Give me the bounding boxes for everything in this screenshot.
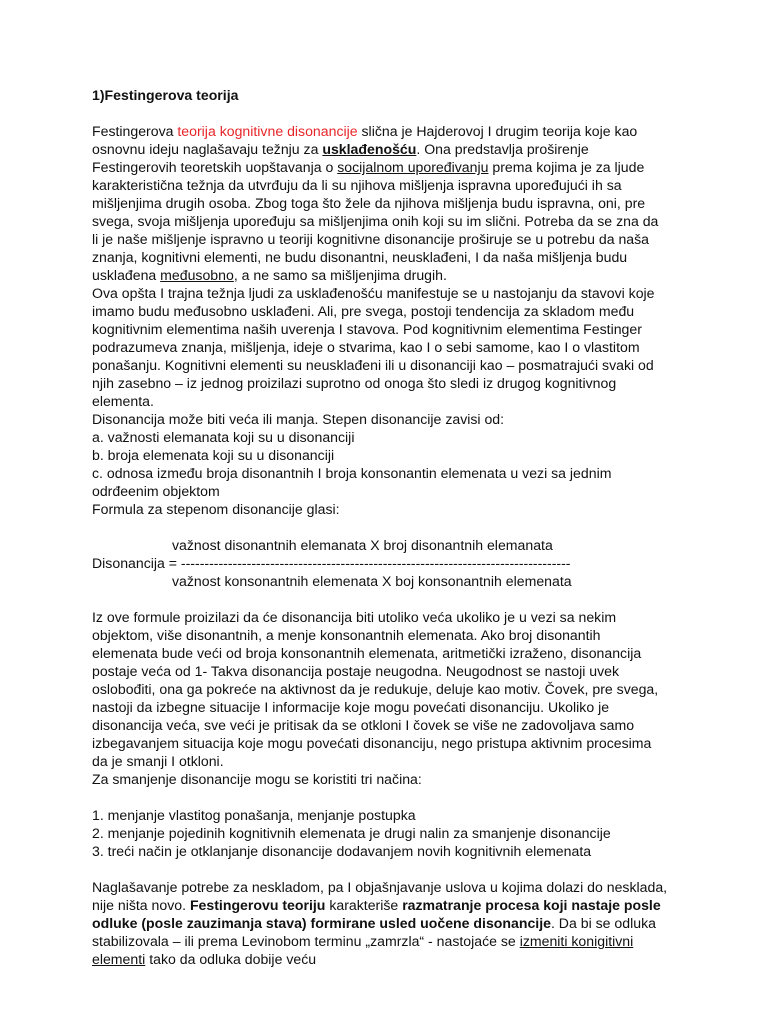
list-item: c. odnosa između broja disonantnih I broja konsonantin elemenata u vezi sa jednim odrđeenim objektom: [92, 465, 612, 499]
formula-lhs: Disonancija =: [92, 555, 181, 571]
text-span: prema kojima je za ljude karakteristična težnja da utvrđuju da li su njihova mišljenja ispravna upoređujući ih sa mišljenjima drugih osoba. Zbog toga što žele da njihova mišljenja budu ispravna, oni, pre svega, svoja mišljenja upoređuju sa mišljenjima onih koji su im slični. Potreba da se zna da li je naše mišljenje ispravno u teoriji kognitivne disonancije proširuje se u potrebu da naša znanja, kognitivni elementi, ne budu disonantni, neusklađeni, I da naša mišljenja budu usklađena: [92, 159, 659, 283]
list-item: 2. menjanje pojedinih kognitivnih elemenata je drugi nalin za smanjenje disonancije: [92, 825, 611, 841]
formula-numerator: važnost disonantnih elemanata X broj disonantnih elemanata: [172, 537, 553, 553]
text-span: karakteriše: [325, 897, 403, 913]
document-title: 1)Festingerova teorija: [92, 87, 239, 103]
list-item: 3. treći način je otklanjanje disonancije dodavanjem novih kognitivnih elemenata: [92, 843, 592, 859]
text-span: tako da odluka dobije veću: [145, 951, 317, 967]
degree-list: [92, 428, 668, 500]
list-item: b. broja elemenata koji su u disonanciji: [92, 447, 335, 463]
paragraph-intro: [92, 122, 668, 284]
paragraph-reduction-intro: Za smanjenje disonancije mogu se koristiti tri načina:: [92, 771, 422, 787]
underlined-bold-term: usklađenošću: [322, 141, 417, 157]
paragraph-formula-intro: Formula za stepenom disonancije glasi:: [92, 501, 340, 517]
text-span: . Ona predstavlja proširenje Festingerovih teoretskih uopštavanja o: [92, 141, 589, 175]
paragraph-formula-explanation: Iz ove formule proizilazi da će disonancija biti utoliko veća ukoliko je u vezi sa nekim objektom, više disonantnih, a menje konsonantnih elemenata. Ako broj disonantih elemenata bude veći od broja konsonantnih elemenata, aritmetički izraženo, disonancija postaje veća od 1- Takva disonancija postaje neugodna. Neugodnost se nastoji uvek oslobođiti, ona ga pokreće na aktivnost da je redukuje, deluje kao motiv. Čovek, pre svega, nastoji da izbegne situacije I informacije koje mogu povećati disonanciju. Ukoliko je disonancija veća, sve veći je pritisak da se otkloni I čovek se više ne zadovoljava samo izbegavanjem situacija koje mogu povećati disonanciju, nego pristupa aktivnim procesima da je smanji I otkloni.: [92, 609, 659, 769]
underlined-term: socijalnom upoređivanju: [337, 159, 489, 175]
list-item: 1. menjanje vlastitog ponašanja, menjanje postupka: [92, 807, 416, 823]
ways-list: [92, 806, 668, 860]
list-item: a. važnosti elemanata koji su u disonanciji: [92, 429, 355, 445]
formula-dashes: -----------------------------------------------------------------------------------: [180, 555, 571, 571]
paragraph-decision: [92, 878, 668, 968]
formula-fraction-line: [92, 554, 668, 572]
formula-denominator: važnost konsonantnih elemenata X boj konsonantnih elemenata: [172, 573, 572, 589]
text-span: Festingerova: [92, 123, 178, 139]
underlined-term: međusobno: [160, 267, 234, 283]
paragraph-degree: Disonancija može biti veća ili manja. Stepen disonancije zavisi od:: [92, 411, 505, 427]
text-span: slična je Hajderovoj I drugim teorija koje kao osnovnu ideju naglašavaju težnju za: [92, 123, 638, 157]
dissonance-formula: [92, 536, 668, 590]
spacer: [92, 860, 668, 878]
bold-term: razmatranje procesa koji nastaje posle odluke (posle zauzimanja stava) formirane usled uočene disonancije: [92, 897, 661, 931]
paragraph-consistency: Ova opšta I trajna težnja ljudi za usklađenošću manifestuje se u nastojanju da stavovi koje imamo budu međusobno usklađeni. Ali, pre svega, postoji tendencija za skladom među kognitivnim elementima naših uverenja I stavova. Pod kognitivnim elementima Festinger podrazumeva znanja, mišljenja, ideje o stvarima, kao I o sebi samome, kao I o vlastitom ponašanju. Kognitivni elementi su neusklađeni ili u disonanciji kao – posmatrajući svaki od njih zasebno – iz jednog proizilazi suprotno od onoga što sledi iz drugog kognitivnog elementa.: [92, 285, 655, 409]
text-span: Naglašavanje potrebe za neskladom, pa I objašnjavanje uslova u kojima dolazi do nesklada, nije ništa novo.: [92, 879, 668, 913]
highlighted-term: teorija kognitivne disonancije: [177, 123, 358, 139]
text-span: , a ne samo sa mišljenjima drugih.: [233, 267, 447, 283]
bold-term: Festingerovu teoriju: [189, 897, 326, 913]
spacer: [92, 788, 668, 806]
underlined-term: izmeniti konigitivni elementi: [92, 933, 634, 967]
text-span: . Da bi se odluka stabilizovala – ili prema Levinobom terminu „zamrzla“ - nastojaće se: [92, 915, 656, 949]
